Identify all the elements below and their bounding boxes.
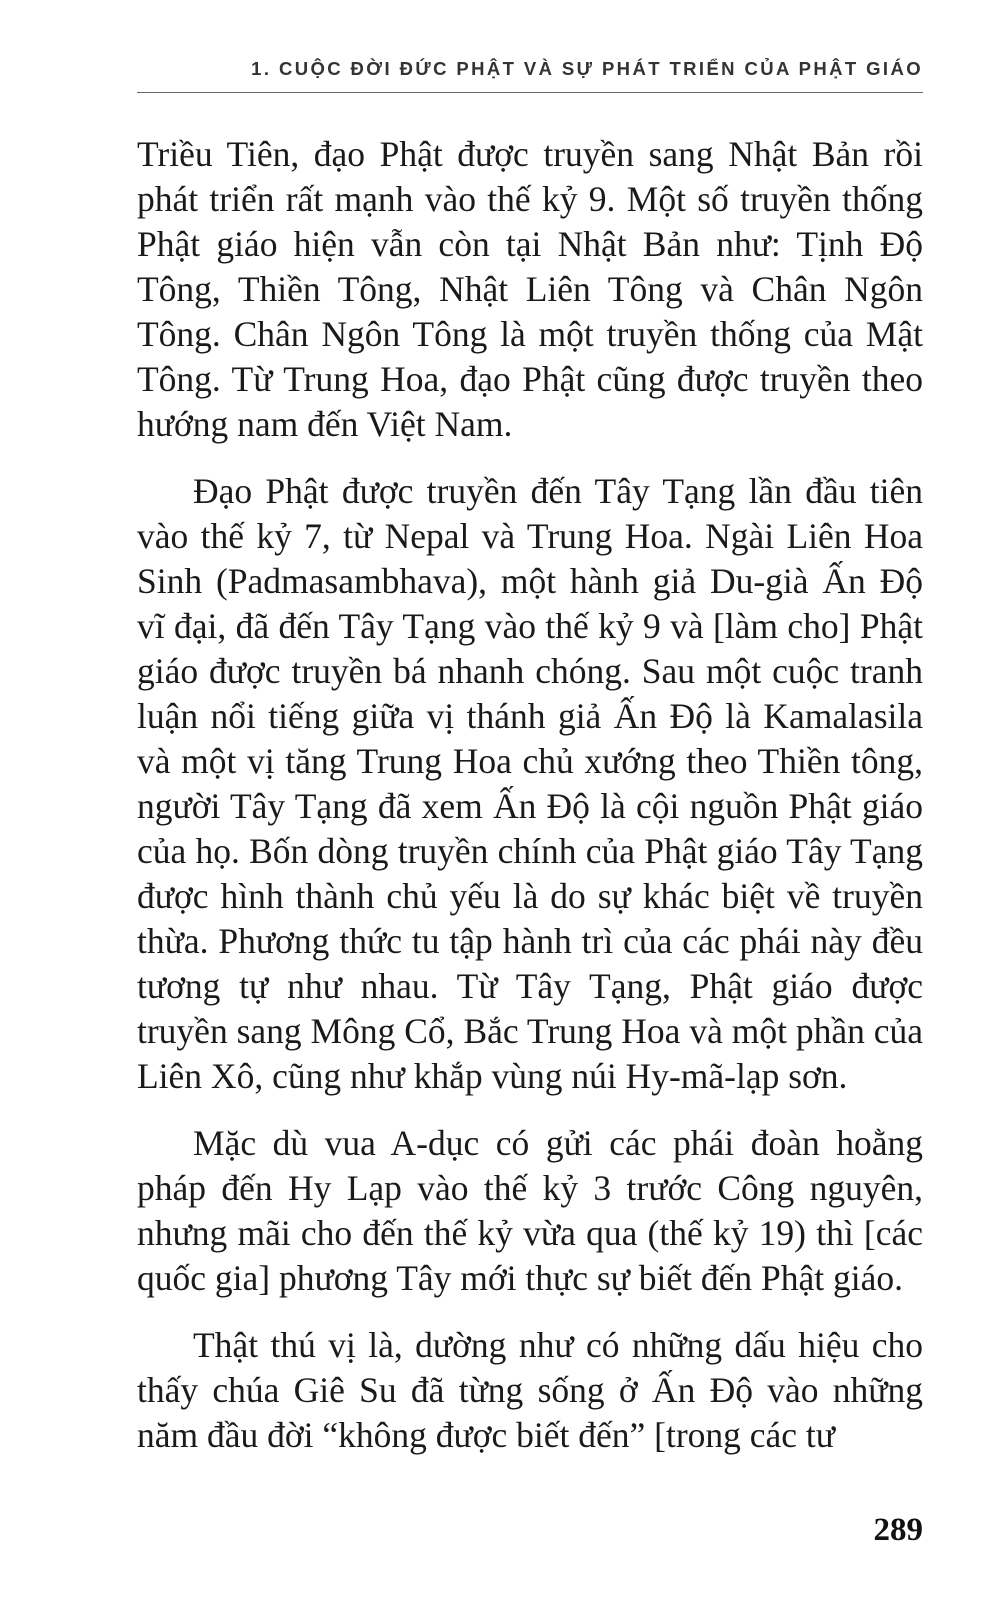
paragraph-jesus: Thật thú vị là, dường như có những dấu hiệu cho thấy chúa Giê Su đã từng sống ở Ấn Độ vào những năm đầu đời “không được biết đến” [trong các tư	[137, 1325, 923, 1455]
paragraph-continuation: Triều Tiên, đạo Phật được truyền sang Nhật Bản rồi phát triển rất mạnh vào thế kỷ 9. Một số truyền thống Phật giáo hiện vẫn còn tại Nhật Bản như: Tịnh Độ Tông, Thiền Tông, Nhật Liên Tông và Chân Ngôn Tông. Chân Ngôn Tông là một truyền thống của Mật Tông. Từ Trung Hoa, đạo Phật cũng được truyền theo hướng nam đến Việt Nam.	[137, 134, 923, 444]
header-divider	[137, 92, 923, 93]
page-number: 289	[873, 1512, 923, 1548]
paragraph-tibet: Đạo Phật được truyền đến Tây Tạng lần đầu tiên vào thế kỷ 7, từ Nepal và Trung Hoa. Ngài Liên Hoa Sinh (Padmasambhava), một hành giả Du-già Ấn Độ vĩ đại, đã đến Tây Tạng vào thế kỷ 9 và [làm cho] Phật giáo được truyền bá nhanh chóng. Sau một cuộc tranh luận nổi tiếng giữa vị thánh giả Ấn Độ là Kamalasila và một vị tăng Trung Hoa chủ xướng theo Thiền tông, người Tây Tạng đã xem Ấn Độ là cội nguồn Phật giáo của họ. Bốn dòng truyền chính của Phật giáo Tây Tạng được hình thành chủ yếu là do sự khác biệt về truyền thừa. Phương thức tu tập hành trì của các phái này đều tương tự như nhau. Từ Tây Tạng, Phật giáo được truyền sang Mông Cổ, Bắc Trung Hoa và một phần của Liên Xô, cũng như khắp vùng núi Hy-mã-lạp sơn.	[137, 471, 923, 1096]
running-header: 1. CUỘC ĐỜI ĐỨC PHẬT VÀ SỰ PHÁT TRIỂN CỦA PHẬT GIÁO	[251, 58, 923, 79]
paragraph-west: Mặc dù vua A-dục có gửi các phái đoàn hoằng pháp đến Hy Lạp vào thế kỷ 3 trước Công nguyên, nhưng mãi cho đến thế kỷ vừa qua (thế kỷ 19) thì [các quốc gia] phương Tây mới thực sự biết đến Phật giáo.	[137, 1123, 923, 1298]
body-text	[137, 132, 923, 1480]
